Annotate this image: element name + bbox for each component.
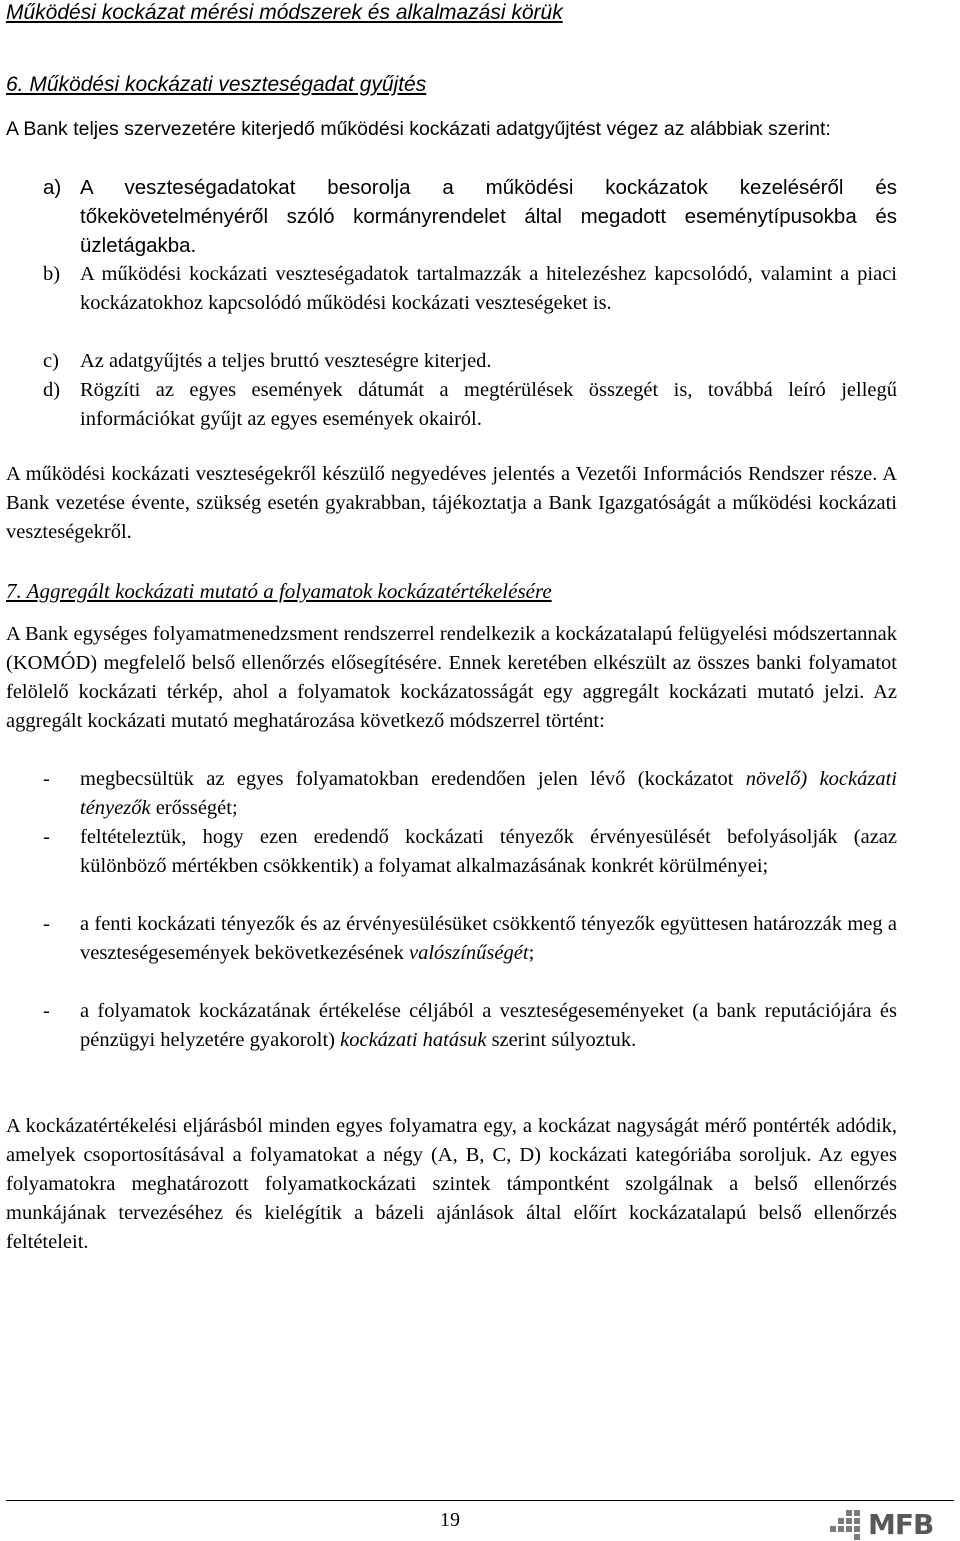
bullet-marker: - <box>43 913 50 935</box>
list-item-text: Rögzíti az egyes események dátumát a megtérülések összegét is, továbbá leíró jellegű információkat gyűjt az egyes események okairól. <box>80 379 897 430</box>
list-item-text: A veszteségadatokat besorolja a működési kockázatok kezeléséről és tőkekövetelményéről szóló kormányrendelet által megadott eseménytípusokba és üzletágakba. <box>80 176 897 257</box>
logo-text: MFB <box>868 1508 934 1541</box>
section-7-intro: A Bank egységes folyamatmenedzsment rendszerrel rendelkezik a kockázatalapú felügyelési módszertannak (KOMÓD) megfelelő belső ellenőrzés elősegítésére. Ennek keretében elkészült az összes banki folyamatot felölelő kockázati térkép, ahol a folyamatok kockázatosságát egy aggregált kockázati mutató jelzi. Az aggregált kockázati mutató meghatározása következő módszerrel történt: <box>6 623 897 732</box>
footer-divider <box>6 1500 954 1501</box>
section-6-heading: 6. Működési kockázati veszteségadat gyűjtés <box>6 73 427 96</box>
section-6-closing: A működési kockázati veszteségekről készülő negyedéves jelentés a Vezetői Információs Rendszer része. A Bank vezetése évente, szükség esetén gyakrabban, tájékoztatja a Bank Igazgatóságát a működési kockázati veszteségekről. <box>6 463 897 543</box>
bullet-marker: - <box>43 1000 50 1022</box>
list-item-text: A működési kockázati veszteségadatok tartalmazzák a hitelezéshez kapcsolódó, valamint a piaci kockázatokhoz kapcsolódó működési kockázati veszteségeket is. <box>80 263 897 314</box>
list-marker: b) <box>43 263 61 285</box>
page-number: 19 <box>440 1509 460 1531</box>
page-header-title: Működési kockázat mérési módszerek és alkalmazási körük <box>6 1 563 24</box>
list-marker: d) <box>43 379 61 401</box>
section-7-heading: 7. Aggregált kockázati mutató a folyamatok kockázatértékelésére <box>6 579 552 603</box>
list-item-text: Az adatgyűjtés a teljes bruttó veszteségre kiterjed. <box>80 350 492 372</box>
bullet-text: a fenti kockázati tényezők és az érvényesülésüket csökkentő tényezők együttesen határozzák meg a veszteségesemények bekövetkezésének valószínűségét; <box>80 913 897 964</box>
list-marker: c) <box>43 350 59 372</box>
bullet-text: megbecsültük az egyes folyamatokban eredendően jelen lévő (kockázatot növelő) kockázati tényezők erősségét; <box>80 768 897 819</box>
section-7-closing: A kockázatértékelési eljárásból minden egyes folyamatra egy, a kockázat nagyságát mérő pontérték adódik, amelyek csoportosításával a folyamatokat a négy (A, B, C, D) kockázati kategóriába soroljuk. Az egyes folyamatokra meghatározott folyamatkockázati szintek támpontként szolgálnak a belső ellenőrzés munkájának tervezéséhez és kielégítik a bázeli ajánlások által előírt kockázatalapú belső ellenőrzés feltételeit. <box>6 1115 897 1253</box>
bullet-text: a folyamatok kockázatának értékelése céljából a veszteségeseményeket (a bank reputációjára és pénzügyi helyzetére gyakorolt) kockázati hatásuk szerint súlyoztuk. <box>80 1000 897 1051</box>
bullet-marker: - <box>43 768 50 790</box>
section-6-intro: A Bank teljes szervezetére kiterjedő működési kockázati adatgyűjtést végez az alábbiak szerint: <box>6 118 831 140</box>
list-marker: a) <box>43 176 62 199</box>
bullet-text: feltételeztük, hogy ezen eredendő kockázati tényezők érvényesülését befolyásolják (azaz különböző mértékben csökkentik) a folyamat alkalmazásának konkrét körülményei; <box>80 826 897 877</box>
mfb-logo <box>826 1510 956 1540</box>
bullet-marker: - <box>43 826 50 848</box>
